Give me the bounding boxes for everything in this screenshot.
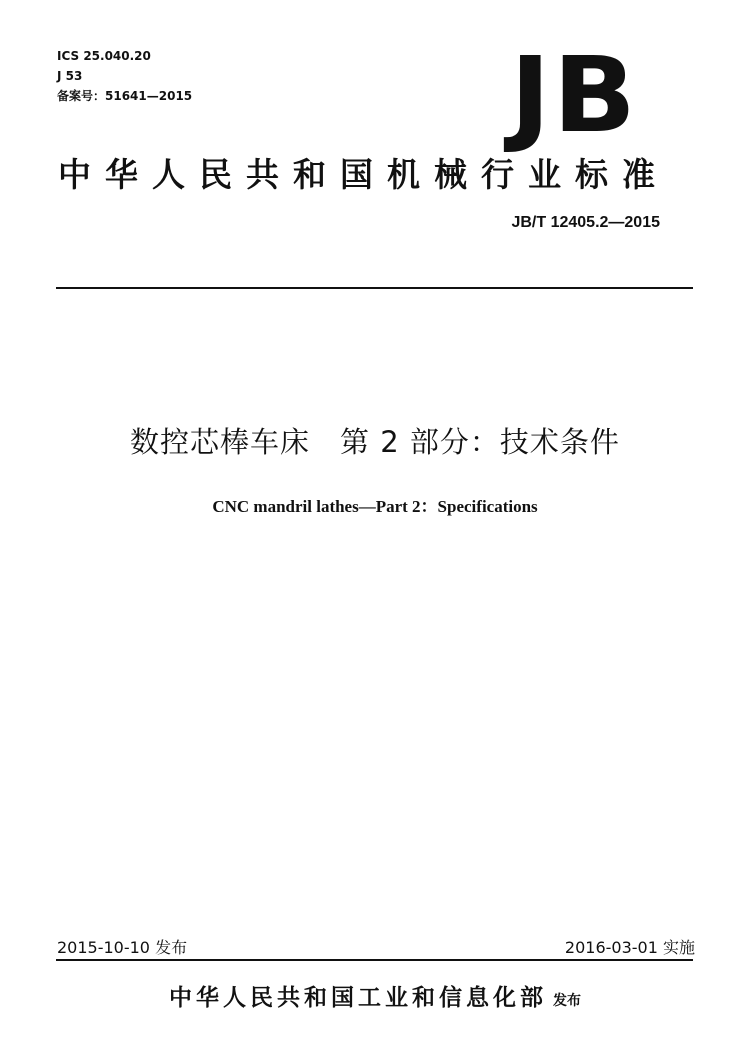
document-title-chinese: 数控芯棒车床 第 2 部分：技术条件 xyxy=(130,425,620,459)
standard-number: JB/T 12405.2—2015 xyxy=(511,214,660,231)
filing-number: 备案号：51641—2015 xyxy=(57,89,193,103)
issue-date: 2015-10-10 发布 xyxy=(57,938,188,957)
publisher-line xyxy=(0,979,750,1012)
publisher-name: 中华人民共和国工业和信息化部 xyxy=(169,985,547,1011)
document-title-english: CNC mandril lathes—Part 2：Specifications xyxy=(212,497,538,516)
implementation-date: 2016-03-01 实施 xyxy=(564,938,695,957)
standard-category-title: 中华人民共和国机械行业标准 xyxy=(58,155,669,194)
ccs-code: J 53 xyxy=(57,69,83,83)
ics-code: ICS 25.040.20 xyxy=(57,49,151,63)
bottom-divider xyxy=(56,959,693,961)
top-divider xyxy=(56,287,693,289)
publisher-suffix: 发布 xyxy=(553,993,581,1009)
jb-logo: JB xyxy=(510,34,639,156)
classification-block xyxy=(57,46,192,106)
